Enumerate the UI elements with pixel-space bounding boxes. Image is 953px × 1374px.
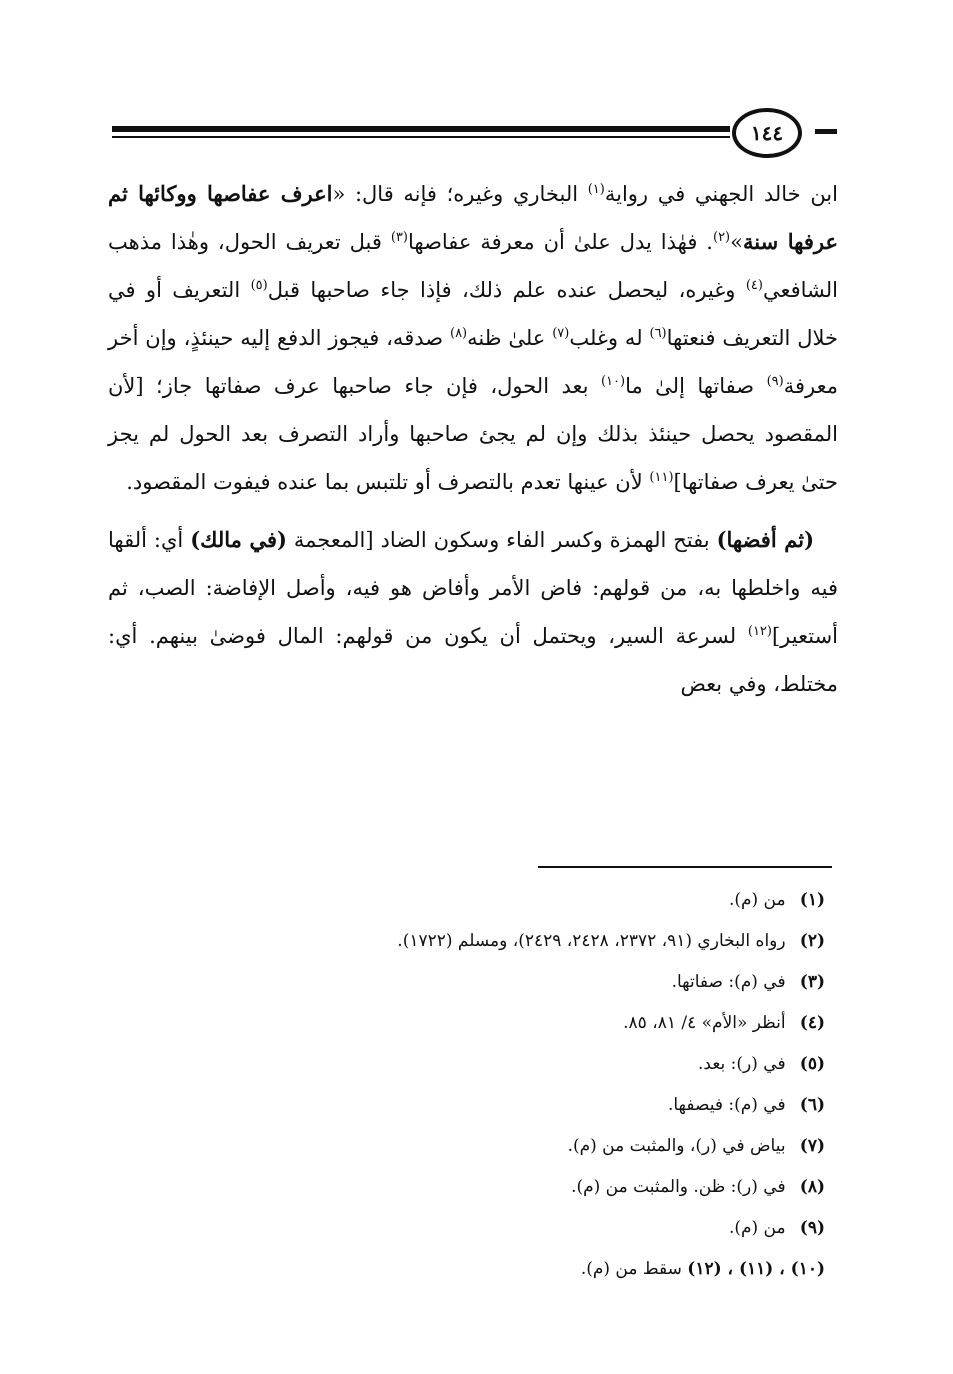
matn-phrase: (ثم أفضها) <box>716 527 815 552</box>
footnote-ref: (٧) <box>552 326 570 341</box>
footnote-text: من (م). <box>728 890 786 910</box>
text-span: بفتح الهمزة وكسر الفاء وسكون الضاد [المعجمة <box>286 528 717 552</box>
text-span: لسرعة السير، ويحتمل أن يكون من قولهم: المال فوضىٰ بينهم. أي: مختلط، وفي بعض <box>108 624 838 696</box>
text-span: أي: ألقها فيه واخلطها به، من قولهم: فاض الأمر وأفاض هو فيه، وأصل الإفاضة: الصب، ثم أستعير] <box>108 528 838 648</box>
text-span: لأن عينها تعدم بالتصرف أو تلتبس بما عنده فيفوت المقصود. <box>126 470 650 494</box>
footnote-ref: (٤) <box>745 278 763 293</box>
text-span: التعريف أو في خلال التعريف فنعتها <box>108 278 838 350</box>
footnote-item <box>125 880 825 921</box>
footnote-number: (١) <box>799 890 825 910</box>
text-span: بعد الحول، فإن جاء صاحبها عرف صفاتها جاز؛ [لأن المقصود يحصل حينئذ بذلك وإن لم يجئ صاحبها وأراد التصرف بعد الحول لم يجز حتىٰ يعرف صفاتها] <box>108 374 838 494</box>
footnote-text: في (م): فيصفها. <box>667 1095 786 1115</box>
footnote-ref: (٦) <box>649 326 667 341</box>
footnote-number: (٦) <box>799 1095 825 1115</box>
header-rule-thick <box>112 126 730 132</box>
paragraph-1 <box>108 170 838 506</box>
footnote-item <box>125 962 825 1003</box>
text-span: علىٰ ظنه <box>467 326 553 350</box>
footnote-text: أنظر «الأم» ٤/ ٨١، ٨٥. <box>623 1013 786 1033</box>
footnote-text: من (م). <box>728 1218 786 1238</box>
footnote-text: في (ر): بعد. <box>698 1054 786 1074</box>
footnote-ref: (٢) <box>712 230 731 245</box>
page-header <box>112 108 837 158</box>
footnote-number: (٥) <box>799 1054 825 1074</box>
footnote-text: في (م): صفاتها. <box>671 972 786 992</box>
header-rule-right <box>815 129 837 134</box>
footnote-item <box>125 1085 825 1126</box>
footnote-number: (٧) <box>799 1136 825 1156</box>
footnote-text: في (ر): ظن. والمثبت من (م). <box>571 1177 786 1197</box>
text-span: له وغلب <box>569 326 650 350</box>
footnote-item <box>125 1003 825 1044</box>
footnote-item <box>125 1167 825 1208</box>
footnote-ref: (٩) <box>766 374 784 389</box>
footnote-separator <box>538 866 832 868</box>
text-span: ابن خالد الجهني في رواية <box>604 182 838 206</box>
footnote-ref: (٣) <box>390 230 408 245</box>
text-span: » <box>730 230 743 254</box>
footnote-number: (٤) <box>799 1013 825 1033</box>
footnote-number: (٣) <box>799 972 825 992</box>
text-span: البخاري وغيره؛ فإنه قال: « <box>332 182 588 206</box>
text-span: صفاتها إلىٰ ما <box>625 374 767 398</box>
main-text <box>108 170 838 708</box>
text-span: . فهٰذا يدل علىٰ أن معرفة عفاصها <box>407 230 713 254</box>
footnote-text: سقط من (م). <box>580 1259 682 1279</box>
footnote-ref: (١) <box>587 182 605 197</box>
footnote-item <box>125 1208 825 1249</box>
paragraph-2 <box>108 516 838 708</box>
footnote-number: (٩) <box>799 1218 825 1238</box>
text-span: صدقه، فيجوز الدفع إليه حينئذٍ، وإن أخر معرفة <box>108 326 838 398</box>
footnote-ref: (٨) <box>449 326 468 341</box>
footnote-ref: (١٢) <box>747 624 772 639</box>
footnote-text: رواه البخاري (٩١، ٢٣٧٢، ٢٤٢٨، ٢٤٢٩)، ومسلم (١٧٢٢). <box>397 931 786 951</box>
text-span: قبل تعريف الحول، وهٰذا مذهب الشافعي <box>108 230 838 302</box>
footnote-ref: (٥) <box>250 278 268 293</box>
footnotes-list <box>125 880 825 1290</box>
hadith-quote: اعرف عفاصها ووكائها ثم عرفها سنة <box>108 181 838 254</box>
footnote-item <box>125 1044 825 1085</box>
footnote-number: (٢) <box>799 931 825 951</box>
matn-phrase: (في مالك) <box>190 527 287 552</box>
footnote-text: بياض في (ر)، والمثبت من (م). <box>567 1136 786 1156</box>
page-number: ١٤٤ <box>732 108 802 158</box>
footnote-item <box>125 1126 825 1167</box>
footnote-ref: (١١) <box>649 470 674 485</box>
footnote-number: (٨) <box>799 1177 825 1197</box>
footnote-item <box>125 921 825 962</box>
footnote-number: (١٠) ، (١١) ، (١٢) <box>687 1259 825 1279</box>
footnote-ref: (١٠) <box>600 374 626 389</box>
text-span: وغيره، ليحصل عنده علم ذلك، فإذا جاء صاحبها قبل <box>267 278 746 302</box>
footnote-item <box>125 1249 825 1290</box>
header-rule-thin <box>112 136 730 138</box>
